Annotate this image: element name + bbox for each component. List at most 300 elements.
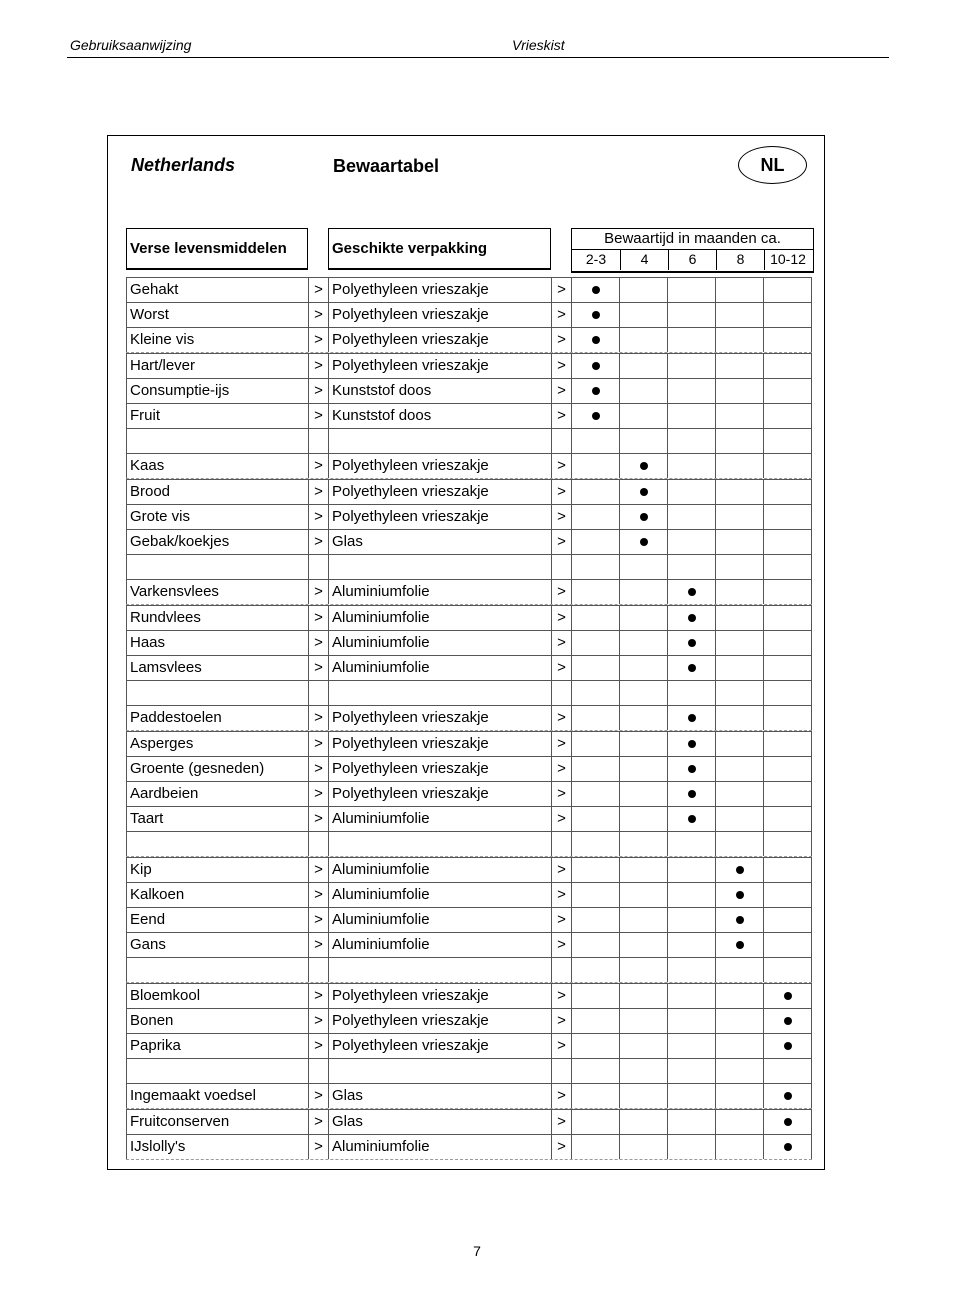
food-name: Kip — [126, 858, 308, 882]
storage-marker-dot — [592, 412, 600, 420]
arrow-separator: > — [308, 631, 328, 655]
month-cell — [619, 1059, 667, 1083]
arrow-separator: > — [308, 782, 328, 806]
month-cell — [763, 1135, 812, 1159]
storage-marker-dot — [784, 1042, 792, 1050]
month-cell — [619, 807, 667, 831]
page-number: 7 — [473, 1243, 481, 1259]
arrow-separator: > — [551, 454, 571, 478]
month-cell — [571, 404, 619, 428]
table-row-spacer — [126, 680, 812, 706]
month-cell — [619, 883, 667, 907]
packaging-type: Polyethyleen vrieszakje — [328, 454, 551, 478]
month-cell — [715, 933, 763, 957]
table-row — [126, 504, 812, 530]
month-cell — [667, 1009, 715, 1033]
food-name — [126, 429, 308, 453]
food-name: Fruitconserven — [126, 1110, 308, 1134]
month-cell — [667, 1110, 715, 1134]
month-cell — [763, 656, 812, 680]
food-name: Bloemkool — [126, 984, 308, 1008]
month-cell — [763, 505, 812, 529]
month-cell — [763, 530, 812, 554]
storage-marker-dot — [688, 614, 696, 622]
month-cell — [667, 1059, 715, 1083]
month-cell — [715, 606, 763, 630]
table-row — [126, 907, 812, 933]
month-cell — [715, 480, 763, 504]
food-name: Kleine vis — [126, 328, 308, 352]
storage-marker-dot — [688, 639, 696, 647]
month-cell — [619, 858, 667, 882]
packaging-type: Aluminiumfolie — [328, 858, 551, 882]
food-name: Aardbeien — [126, 782, 308, 806]
month-cell — [571, 807, 619, 831]
month-cell — [763, 379, 812, 403]
month-cell — [667, 480, 715, 504]
table-row — [126, 605, 812, 631]
packaging-type: Aluminiumfolie — [328, 656, 551, 680]
month-headers — [572, 250, 813, 270]
arrow-separator: > — [308, 933, 328, 957]
packaging-type: Kunststof doos — [328, 379, 551, 403]
month-cell — [571, 1009, 619, 1033]
packaging-type: Aluminiumfolie — [328, 606, 551, 630]
month-cell — [667, 757, 715, 781]
table-row — [126, 1033, 812, 1059]
month-cell — [763, 580, 812, 604]
food-name: Gans — [126, 933, 308, 957]
month-cell — [571, 379, 619, 403]
storage-marker-dot — [784, 1092, 792, 1100]
food-name: Groente (gesneden) — [126, 757, 308, 781]
packaging-type: Polyethyleen vrieszakje — [328, 303, 551, 327]
table-row — [126, 630, 812, 656]
arrow-separator: > — [551, 807, 571, 831]
month-cell — [571, 454, 619, 478]
month-cell — [763, 606, 812, 630]
month-cell — [571, 883, 619, 907]
month-cell — [763, 757, 812, 781]
table-row — [126, 529, 812, 555]
arrow-separator — [551, 681, 571, 705]
month-cell — [715, 782, 763, 806]
arrow-separator: > — [551, 480, 571, 504]
month-cell — [667, 706, 715, 730]
month-cell — [619, 379, 667, 403]
month-cell — [571, 278, 619, 302]
month-cell — [619, 278, 667, 302]
table-row-spacer — [126, 554, 812, 580]
arrow-separator: > — [551, 656, 571, 680]
arrow-separator — [551, 429, 571, 453]
month-cell — [763, 328, 812, 352]
column-header-packaging: Geschikte verpakking — [328, 228, 551, 270]
month-cell — [619, 757, 667, 781]
table-row — [126, 1083, 812, 1109]
month-cell — [667, 958, 715, 982]
table-row — [126, 1134, 812, 1160]
month-cell — [619, 354, 667, 378]
month-cell — [571, 1135, 619, 1159]
storage-marker-dot — [688, 815, 696, 823]
month-cell — [715, 883, 763, 907]
arrow-separator — [308, 429, 328, 453]
arrow-separator: > — [308, 757, 328, 781]
food-name: Kalkoen — [126, 883, 308, 907]
food-name: Gebak/koekjes — [126, 530, 308, 554]
storage-marker-dot — [688, 664, 696, 672]
packaging-type: Aluminiumfolie — [328, 1135, 551, 1159]
arrow-separator: > — [551, 379, 571, 403]
arrow-separator: > — [551, 404, 571, 428]
table-row — [126, 705, 812, 731]
packaging-type: Polyethyleen vrieszakje — [328, 706, 551, 730]
month-cell — [667, 505, 715, 529]
month-cell — [715, 1110, 763, 1134]
arrow-separator: > — [308, 328, 328, 352]
month-cell — [763, 1110, 812, 1134]
month-cell — [715, 732, 763, 756]
month-cell — [619, 303, 667, 327]
packaging-type: Aluminiumfolie — [328, 631, 551, 655]
month-cell — [571, 832, 619, 856]
month-cell — [715, 681, 763, 705]
table-row — [126, 277, 812, 303]
storage-marker-dot — [592, 387, 600, 395]
table-row — [126, 655, 812, 681]
food-name: Varkensvlees — [126, 580, 308, 604]
month-cell — [571, 480, 619, 504]
storage-marker-dot — [688, 790, 696, 798]
page-title: Bewaartabel — [333, 156, 440, 176]
arrow-separator: > — [551, 908, 571, 932]
month-cell — [571, 656, 619, 680]
month-cell — [619, 984, 667, 1008]
storage-marker-dot — [688, 765, 696, 773]
month-cell — [715, 354, 763, 378]
month-cell — [715, 984, 763, 1008]
table-row — [126, 983, 812, 1009]
month-cell — [715, 807, 763, 831]
packaging-type: Polyethyleen vrieszakje — [328, 757, 551, 781]
arrow-separator: > — [308, 984, 328, 1008]
month-cell — [667, 908, 715, 932]
month-cell — [571, 354, 619, 378]
arrow-separator: > — [308, 454, 328, 478]
food-name: Lamsvlees — [126, 656, 308, 680]
food-name: Fruit — [126, 404, 308, 428]
arrow-separator — [308, 832, 328, 856]
month-cell — [571, 757, 619, 781]
month-cell — [763, 807, 812, 831]
month-cell — [571, 1084, 619, 1108]
arrow-separator: > — [308, 1110, 328, 1134]
month-cell — [571, 706, 619, 730]
month-cell — [619, 530, 667, 554]
food-name: Grote vis — [126, 505, 308, 529]
table-row — [126, 857, 812, 883]
food-name: Kaas — [126, 454, 308, 478]
month-cell — [571, 303, 619, 327]
month-cell — [715, 505, 763, 529]
arrow-separator: > — [308, 908, 328, 932]
header-divider — [67, 57, 889, 58]
food-name: Hart/lever — [126, 354, 308, 378]
food-name: Paprika — [126, 1034, 308, 1058]
month-cell — [763, 454, 812, 478]
storage-marker-dot — [592, 311, 600, 319]
month-cell — [667, 933, 715, 957]
arrow-separator — [551, 1059, 571, 1083]
month-cell — [667, 303, 715, 327]
month-cell — [667, 530, 715, 554]
month-cell — [715, 832, 763, 856]
arrow-separator: > — [308, 580, 328, 604]
month-cell — [571, 958, 619, 982]
month-cell — [715, 1034, 763, 1058]
table-row — [126, 806, 812, 832]
month-cell — [667, 1135, 715, 1159]
food-name: Paddestoelen — [126, 706, 308, 730]
food-name: IJslolly's — [126, 1135, 308, 1159]
arrow-separator: > — [551, 328, 571, 352]
month-cell — [715, 454, 763, 478]
month-cell — [715, 1009, 763, 1033]
food-name — [126, 832, 308, 856]
storage-marker-dot — [592, 336, 600, 344]
month-cell — [571, 732, 619, 756]
month-header: 6 — [668, 250, 716, 270]
packaging-type — [328, 429, 551, 453]
month-cell — [667, 1084, 715, 1108]
food-name: Haas — [126, 631, 308, 655]
month-cell — [619, 1009, 667, 1033]
arrow-separator — [308, 1059, 328, 1083]
table-row — [126, 1008, 812, 1034]
packaging-type: Polyethyleen vrieszakje — [328, 1034, 551, 1058]
food-name — [126, 1059, 308, 1083]
arrow-separator: > — [551, 706, 571, 730]
arrow-separator: > — [308, 606, 328, 630]
month-cell — [667, 404, 715, 428]
food-name: Consumptie-ijs — [126, 379, 308, 403]
food-name: Bonen — [126, 1009, 308, 1033]
month-cell — [715, 631, 763, 655]
packaging-type: Glas — [328, 1084, 551, 1108]
packaging-type: Polyethyleen vrieszakje — [328, 1009, 551, 1033]
month-cell — [763, 1084, 812, 1108]
month-cell — [667, 580, 715, 604]
month-cell — [667, 807, 715, 831]
month-cell — [715, 379, 763, 403]
month-cell — [715, 1059, 763, 1083]
storage-marker-dot — [688, 714, 696, 722]
month-cell — [667, 555, 715, 579]
month-header: 4 — [620, 250, 668, 270]
arrow-separator: > — [308, 530, 328, 554]
arrow-separator: > — [551, 505, 571, 529]
arrow-separator: > — [551, 1084, 571, 1108]
month-cell — [715, 706, 763, 730]
month-cell — [571, 429, 619, 453]
month-cell — [619, 480, 667, 504]
month-cell — [715, 908, 763, 932]
month-cell — [571, 606, 619, 630]
storage-marker-dot — [640, 488, 648, 496]
column-header-food: Verse levensmiddelen — [126, 228, 308, 270]
food-name: Rundvlees — [126, 606, 308, 630]
month-cell — [571, 681, 619, 705]
month-cell — [619, 404, 667, 428]
arrow-separator: > — [308, 883, 328, 907]
table-row — [126, 756, 812, 782]
packaging-type: Polyethyleen vrieszakje — [328, 354, 551, 378]
month-cell — [619, 429, 667, 453]
packaging-type: Polyethyleen vrieszakje — [328, 278, 551, 302]
packaging-type: Aluminiumfolie — [328, 883, 551, 907]
month-cell — [763, 404, 812, 428]
month-cell — [619, 656, 667, 680]
month-cell — [763, 480, 812, 504]
month-cell — [763, 303, 812, 327]
storage-marker-dot — [592, 362, 600, 370]
storage-marker-dot — [736, 866, 744, 874]
month-cell — [619, 328, 667, 352]
storage-marker-dot — [640, 462, 648, 470]
food-name — [126, 555, 308, 579]
month-cell — [571, 858, 619, 882]
month-cell — [763, 278, 812, 302]
arrow-separator: > — [308, 404, 328, 428]
month-cell — [619, 454, 667, 478]
arrow-separator: > — [308, 807, 328, 831]
table-row — [126, 882, 812, 908]
month-cell — [763, 782, 812, 806]
month-cell — [715, 1135, 763, 1159]
storage-marker-dot — [736, 941, 744, 949]
table-row — [126, 378, 812, 404]
column-header-storage — [571, 228, 814, 273]
country-name: Netherlands — [131, 155, 236, 175]
month-cell — [763, 933, 812, 957]
month-cell — [715, 958, 763, 982]
month-cell — [619, 681, 667, 705]
month-cell — [619, 958, 667, 982]
header-product-name: Vrieskist — [512, 37, 565, 53]
storage-marker-dot — [736, 891, 744, 899]
arrow-separator: > — [551, 732, 571, 756]
month-cell — [763, 555, 812, 579]
arrow-separator: > — [308, 480, 328, 504]
food-name: Brood — [126, 480, 308, 504]
month-cell — [763, 429, 812, 453]
table-row — [126, 731, 812, 757]
arrow-separator — [308, 681, 328, 705]
arrow-separator: > — [551, 606, 571, 630]
arrow-separator: > — [308, 732, 328, 756]
arrow-separator: > — [551, 1034, 571, 1058]
month-cell — [667, 1034, 715, 1058]
month-cell — [715, 580, 763, 604]
storage-marker-dot — [736, 916, 744, 924]
month-cell — [715, 858, 763, 882]
arrow-separator: > — [551, 303, 571, 327]
arrow-separator: > — [551, 278, 571, 302]
arrow-separator: > — [308, 303, 328, 327]
table-row-spacer — [126, 957, 812, 983]
month-cell — [715, 530, 763, 554]
month-cell — [763, 958, 812, 982]
food-name: Gehakt — [126, 278, 308, 302]
month-cell — [763, 858, 812, 882]
arrow-separator — [308, 555, 328, 579]
month-cell — [667, 656, 715, 680]
month-header: 2-3 — [585, 251, 607, 267]
arrow-separator: > — [308, 505, 328, 529]
month-cell — [619, 555, 667, 579]
month-cell — [763, 1009, 812, 1033]
table-row — [126, 453, 812, 479]
table-row — [126, 353, 812, 379]
month-cell — [619, 908, 667, 932]
packaging-type: Aluminiumfolie — [328, 807, 551, 831]
packaging-type: Polyethyleen vrieszakje — [328, 505, 551, 529]
arrow-separator: > — [551, 883, 571, 907]
month-cell — [667, 606, 715, 630]
month-cell — [619, 1135, 667, 1159]
arrow-separator: > — [551, 530, 571, 554]
food-name: Eend — [126, 908, 308, 932]
storage-marker-dot — [784, 992, 792, 1000]
arrow-separator: > — [551, 1009, 571, 1033]
table-row — [126, 1109, 812, 1135]
month-cell — [667, 883, 715, 907]
month-cell — [763, 1034, 812, 1058]
month-cell — [619, 505, 667, 529]
month-cell — [763, 681, 812, 705]
storage-marker-dot — [640, 538, 648, 546]
month-header: 10-12 — [764, 250, 811, 270]
month-cell — [667, 328, 715, 352]
food-name — [126, 681, 308, 705]
month-cell — [571, 328, 619, 352]
packaging-type: Aluminiumfolie — [328, 580, 551, 604]
table-row — [126, 479, 812, 505]
table-row-spacer — [126, 831, 812, 857]
storage-marker-dot — [784, 1143, 792, 1151]
arrow-separator: > — [551, 631, 571, 655]
arrow-separator: > — [308, 1034, 328, 1058]
table-row — [126, 579, 812, 605]
food-name: Asperges — [126, 732, 308, 756]
month-cell — [763, 706, 812, 730]
month-cell — [667, 429, 715, 453]
packaging-type: Aluminiumfolie — [328, 908, 551, 932]
packaging-type: Glas — [328, 1110, 551, 1134]
packaging-type — [328, 555, 551, 579]
month-cell — [667, 454, 715, 478]
arrow-separator: > — [308, 278, 328, 302]
table-row — [126, 932, 812, 958]
month-cell — [619, 1034, 667, 1058]
food-name — [126, 958, 308, 982]
arrow-separator: > — [551, 782, 571, 806]
month-cell — [619, 1084, 667, 1108]
arrow-separator: > — [308, 706, 328, 730]
month-cell — [715, 656, 763, 680]
month-header: 8 — [716, 250, 764, 270]
